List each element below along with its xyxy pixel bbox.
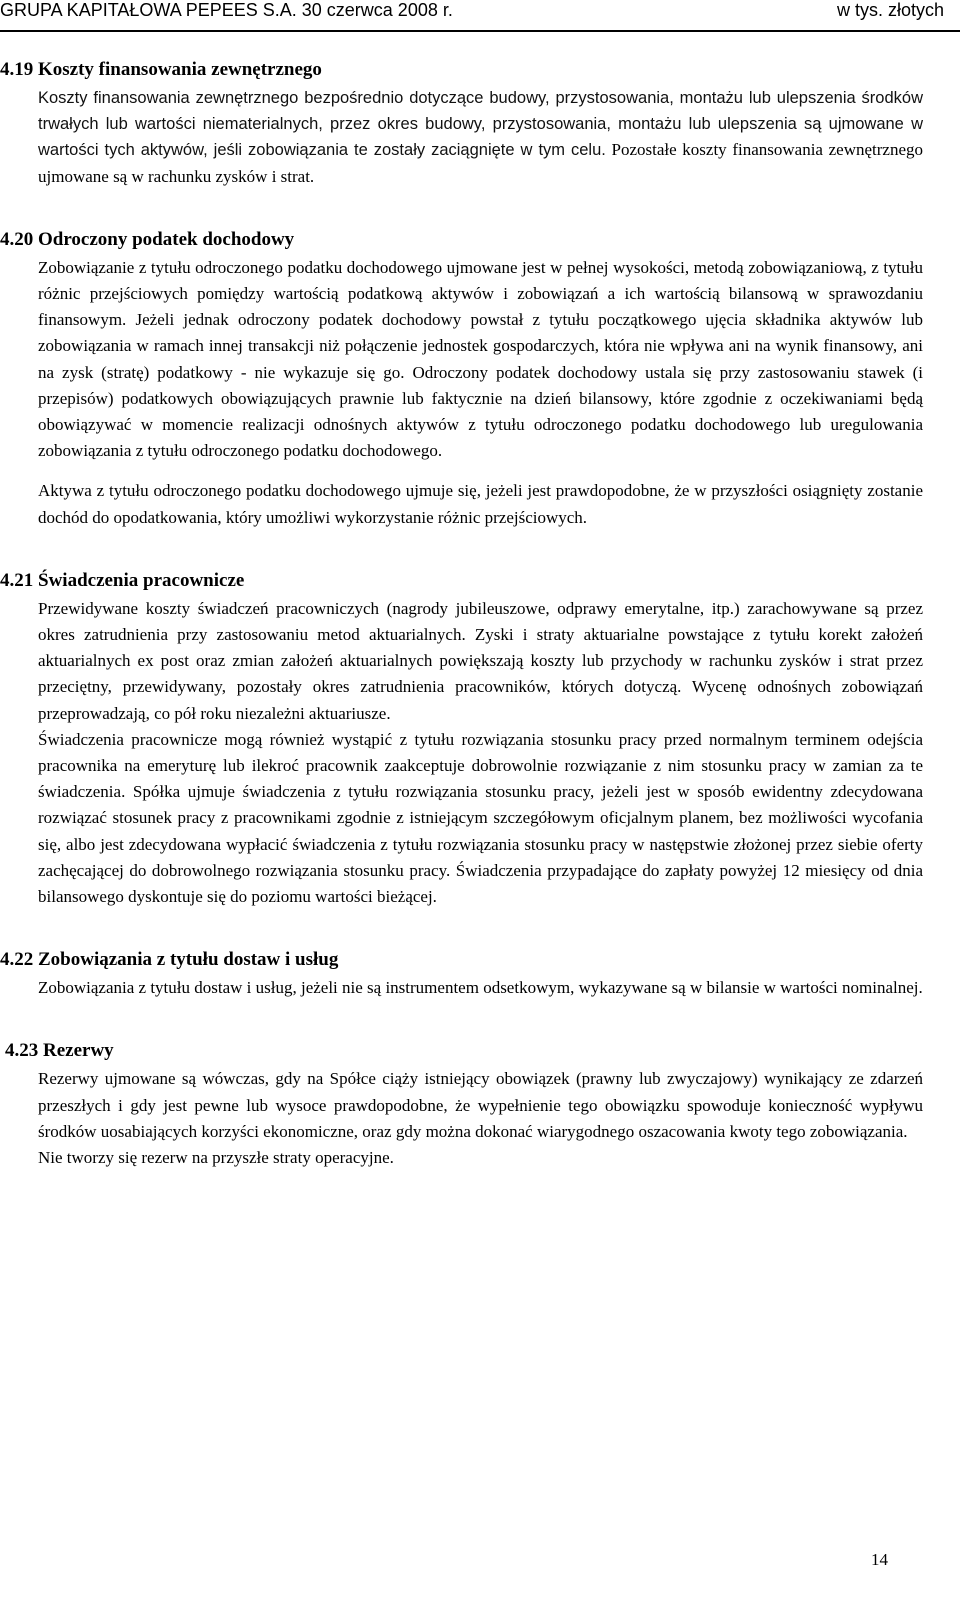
section-4-22	[0, 948, 923, 1001]
paragraph: Zobowiązania z tytułu dostaw i usług, jeżeli nie są instrumentem odsetkowym, wykazywane są w bilansie w wartości nominalnej.	[38, 978, 923, 998]
spacer	[38, 910, 923, 948]
paragraph: Aktywa z tytułu odroczonego podatku dochodowego ujmuje się, jeżeli jest prawdopodobne, że w przyszłości osiągnięty zostanie dochód do opodatkowania, który umożliwi wykorzystanie różnic przejściowych.	[38, 481, 923, 527]
paragraph: Świadczenia pracownicze mogą również wystąpić z tytułu rozwiązania stosunku pracy przed normalnym terminem odejścia pracownika na emeryturę lub ilekroć pracownik zaakceptuje dobrowolnie rozwiązanie z nim stosunku pracy w zamian za te świadczenia. Spółka ujmuje świadczenia z tytułu rozwiązania stosunku pracy, jeżeli jest w sposób ewidentny zdecydowana rozwiązać stosunek pracy z pracownikami zgodnie z istniejącym szczegółowym oficjalnym planem, bez możliwości wycofania się, albo jest zdecydowana wypłacić świadczenia z tytułu rozwiązania stosunku pracy w następstwie złożonej przez siebie oferty zachęcającej do dobrowolnego rozwiązania stosunku pracy. Świadczenia przypadające do zapłaty powyżej 12 miesięcy od dnia bilansowego dyskontuje się do poziomu wartości bieżącej.	[38, 729, 923, 907]
section-title: 4.19 Koszty finansowania zewnętrznego	[0, 59, 322, 80]
paragraph: Rezerwy ujmowane są wówczas, gdy na Spółce ciąży istniejący obowiązek (prawny lub zwyczajowy) wynikający ze zdarzeń przeszłych i gdy jest pewne lub wysoce prawdopodobne, że wypełnienie tego obowiązku spowoduje konieczność wypływu środków uosabiających korzyści ekonomiczne, oraz gdy można dokonać wiarygodnego oszacowania kwoty tego zobowiązania.	[38, 1069, 923, 1141]
spacer	[38, 531, 923, 569]
section-title: 4.22 Zobowiązania z tytułu dostaw i usług	[0, 949, 339, 971]
paragraph: Nie tworzy się rezerw na przyszłe straty operacyjne.	[38, 1148, 394, 1168]
section-4-19	[0, 58, 924, 190]
section-4-21	[0, 569, 923, 910]
document-body	[0, 58, 924, 1171]
section-title: 4.21 Świadczenia pracownicze	[0, 569, 245, 591]
paragraph: Zobowiązanie z tytułu odroczonego podatku dochodowego ujmowane jest w pełnej wysokości, metodą zobowiązaniową, z tytułu różnic przejściowych pomiędzy wartością podatkową aktywów i zobowiązań a ich wartością bilansową w sprawozdaniu finansowym. Jeżeli jednak odroczony podatek dochodowy powstał z tytułu początkowego ujęcia składnika aktywów lub zobowiązania w ramach innej transakcji niż połączenie jednostek gospodarczych, która nie wpływa ani na wynik finansowy, ani na zysk (stratę) podatkowy - nie wykazuje się go. Odroczony podatek dochodowy ustala się przy zastosowaniu stawek (i przepisów) podatkowych obowiązujących prawnie lub faktycznie na dzień bilansowy, które zgodnie z oczekiwaniami będą obowiązywać w momencie realizacji odnośnych aktywów z tytułu odroczonego podatku dochodowego lub uregulowania zobowiązania z tytułu odroczonego podatku dochodowego.	[38, 257, 923, 461]
spacer	[38, 464, 923, 478]
header-company-date: GRUPA KAPITAŁOWA PEPEES S.A. 30 czerwca 2008 r.	[0, 0, 453, 20]
paragraph-serif-run: Pozostałe koszty finansowania zewnętrznego ujmowane są w rachunku zysków i strat.	[38, 140, 924, 186]
spacer	[38, 190, 923, 228]
paragraph: Przewidywane koszty świadczeń pracowniczych (nagrody jubileuszowe, odprawy emerytalne, itp.) zarachowywane są przez okres zatrudnienia przy zastosowaniu metod aktuarialnych. Zyski i straty aktuarialne powstające z tytułu korekt założeń aktuarialnych ex post oraz zmian założeń aktuarialnych powiększają koszty lub przychody w rachunku zysków i strat przez przeciętny, przewidywany, pozostały okres zatrudnienia pracowników, których dotyczą. Wycenę odnośnych zobowiązań przeprowadzają, co pół roku niezależni aktuariusze.	[38, 598, 923, 723]
header-currency-unit: w tys. złotych	[836, 0, 944, 20]
section-title: 4.20 Odroczony podatek dochodowy	[0, 228, 295, 250]
section-4-23	[5, 1039, 923, 1171]
page-number: 14	[871, 1550, 888, 1569]
paragraph	[38, 85, 923, 190]
section-title: 4.23 Rezerwy	[5, 1040, 114, 1062]
spacer	[38, 1001, 923, 1039]
section-4-20	[0, 228, 923, 531]
paragraph-sans-run: Koszty finansowania zewnętrznego bezpośrednio dotyczące budowy, przystosowania, montażu lub ulepszenia środków trwałych lub wartości niematerialnych, przez okres budowy, przystosowania, montażu lub ulepszenia są ujmowane w wartości tych aktywów, jeśli zobowiązania te zostały zaciągnięte w tym celu.	[38, 89, 923, 160]
page-header	[0, 0, 960, 32]
